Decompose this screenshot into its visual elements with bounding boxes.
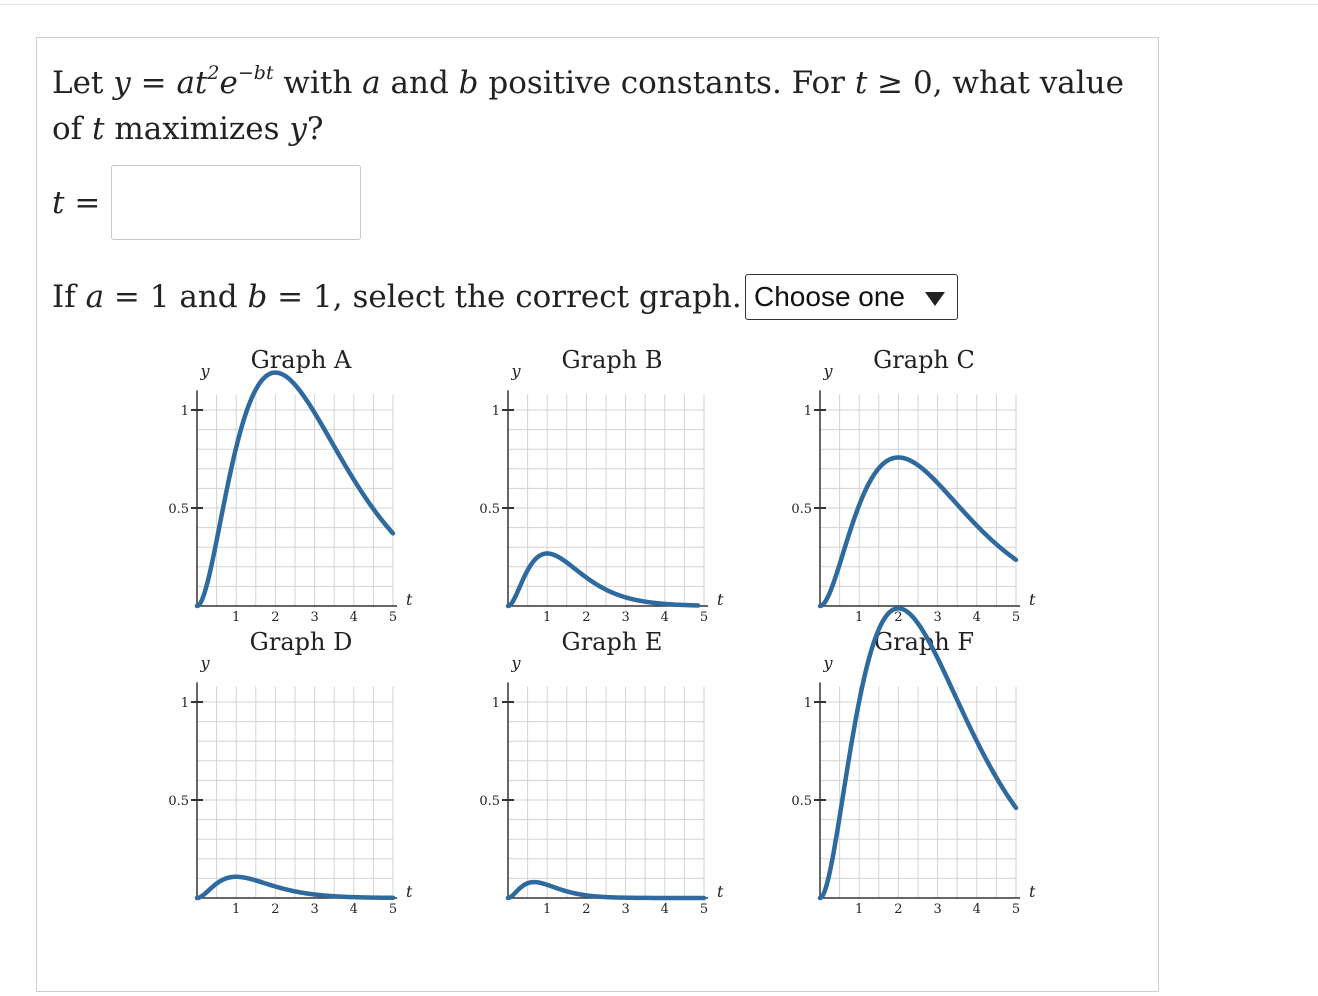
curve-line xyxy=(508,553,698,606)
graph-title: Graph D xyxy=(249,628,353,656)
grid xyxy=(197,686,393,898)
y-tick-label: 1 xyxy=(803,404,812,419)
question-positive: positive constants. For xyxy=(478,65,855,101)
x-axis-label: t xyxy=(717,882,724,901)
graph-q-var-b: b xyxy=(247,279,268,315)
y-axis-label: y xyxy=(200,653,210,673)
y-tick-label: 1 xyxy=(180,404,189,419)
equals-sign: = xyxy=(130,65,177,101)
question-of: of xyxy=(52,111,92,147)
question-with: with xyxy=(273,65,363,101)
x-tick-label: 5 xyxy=(699,902,709,917)
graph-q-select: = 1, select the correct graph. xyxy=(267,279,742,315)
x-tick-label: 1 xyxy=(855,902,864,917)
x-tick-label: 2 xyxy=(582,902,591,917)
var-b: b xyxy=(458,65,479,101)
x-tick-label: 2 xyxy=(271,610,280,625)
y-tick-label: 0.5 xyxy=(168,794,189,809)
x-tick-label: 2 xyxy=(894,610,903,625)
graph-title: Graph C xyxy=(873,346,975,374)
x-tick-label: 4 xyxy=(660,902,669,917)
x-tick-label: 3 xyxy=(310,610,319,625)
x-tick-label: 2 xyxy=(271,902,280,917)
x-tick-label: 3 xyxy=(933,902,942,917)
expr-exponent-bt: −bt xyxy=(237,62,274,84)
x-axis-label: t xyxy=(406,590,413,609)
x-tick-label: 5 xyxy=(388,902,398,917)
graph-d xyxy=(168,628,413,917)
grid xyxy=(508,686,704,898)
graph-b xyxy=(479,346,724,625)
answer-label-eq: = xyxy=(64,185,101,221)
graph-q-var-a: a xyxy=(85,279,105,315)
graph-c xyxy=(791,346,1036,625)
graph-e xyxy=(479,628,724,917)
y-axis-label: y xyxy=(511,653,521,673)
question-mark: ? xyxy=(306,111,324,147)
graph-title: Graph A xyxy=(250,346,352,374)
x-tick-label: 5 xyxy=(1011,610,1021,625)
x-tick-label: 5 xyxy=(388,610,398,625)
graph-f xyxy=(791,608,1036,917)
var-y: y xyxy=(113,65,131,101)
question-condition: ≥ 0, what value xyxy=(867,65,1124,101)
x-tick-label: 2 xyxy=(894,902,903,917)
y-axis-label: y xyxy=(200,361,210,381)
question-and: and xyxy=(380,65,459,101)
x-tick-label: 3 xyxy=(310,902,319,917)
x-tick-label: 4 xyxy=(972,610,981,625)
graph-title: Graph B xyxy=(561,346,663,374)
expr-e: e xyxy=(219,65,238,101)
x-tick-label: 5 xyxy=(1011,902,1021,917)
x-tick-label: 5 xyxy=(699,610,709,625)
x-tick-label: 1 xyxy=(232,610,241,625)
x-tick-label: 1 xyxy=(232,902,241,917)
var-t: t xyxy=(854,65,868,101)
x-axis-label: t xyxy=(406,882,413,901)
question-maximizes: maximizes xyxy=(104,111,290,147)
grid xyxy=(820,394,1016,606)
dropdown-selected-label: Choose one xyxy=(754,281,906,312)
x-tick-label: 1 xyxy=(855,610,864,625)
graph-title: Graph F xyxy=(873,628,975,656)
x-tick-label: 4 xyxy=(660,610,669,625)
graph-a xyxy=(168,346,413,625)
x-tick-label: 4 xyxy=(349,902,358,917)
answer-label-var: t xyxy=(52,185,65,221)
x-tick-label: 1 xyxy=(543,610,552,625)
graph-q-and: = 1 and xyxy=(104,279,248,315)
x-tick-label: 2 xyxy=(582,610,591,625)
x-tick-label: 1 xyxy=(543,902,552,917)
var-y-2: y xyxy=(289,111,307,147)
var-a: a xyxy=(362,65,381,101)
x-axis-label: t xyxy=(717,590,724,609)
y-tick-label: 0.5 xyxy=(168,502,189,517)
x-tick-label: 3 xyxy=(621,902,630,917)
x-tick-label: 3 xyxy=(933,610,942,625)
y-tick-label: 1 xyxy=(491,696,500,711)
y-axis-label: y xyxy=(823,361,833,381)
var-t-2: t xyxy=(92,111,105,147)
question-intro: Let xyxy=(52,65,104,101)
x-axis-label: t xyxy=(1029,882,1036,901)
grid xyxy=(508,394,704,606)
graph-q-if: If xyxy=(52,279,86,315)
y-tick-label: 0.5 xyxy=(791,794,812,809)
y-tick-label: 1 xyxy=(491,404,500,419)
y-tick-label: 1 xyxy=(803,696,812,711)
x-axis-label: t xyxy=(1029,590,1036,609)
y-tick-label: 0.5 xyxy=(479,794,500,809)
y-tick-label: 0.5 xyxy=(791,502,812,517)
expr-exponent-2: 2 xyxy=(207,62,220,84)
x-tick-label: 4 xyxy=(349,610,358,625)
y-tick-label: 0.5 xyxy=(479,502,500,517)
y-axis-label: y xyxy=(823,653,833,673)
y-tick-label: 1 xyxy=(180,696,189,711)
x-tick-label: 3 xyxy=(621,610,630,625)
grid xyxy=(820,686,1016,898)
y-axis-label: y xyxy=(511,361,521,381)
x-tick-label: 4 xyxy=(972,902,981,917)
expr-base: at xyxy=(176,65,208,101)
graph-title: Graph E xyxy=(561,628,663,656)
